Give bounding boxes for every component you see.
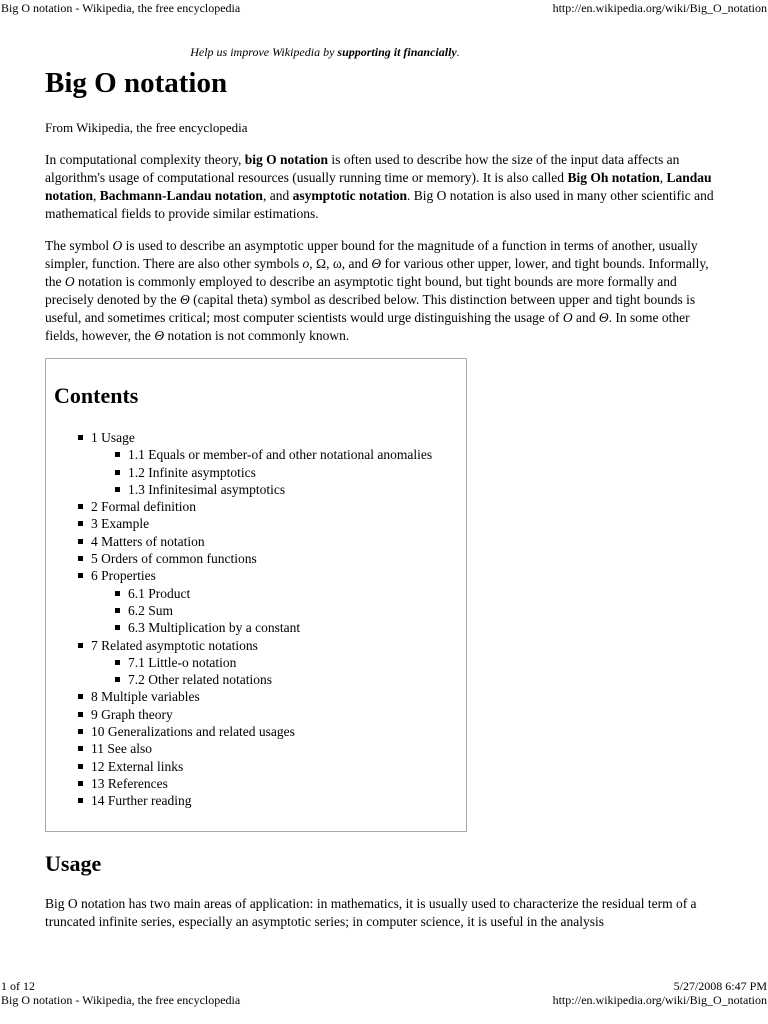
toc-item [54, 706, 432, 723]
bullet-icon [78, 798, 83, 803]
toc-subitem [91, 654, 432, 671]
toc-link[interactable]: 6 Properties [91, 568, 156, 584]
header-page-title: Big O notation - Wikipedia, the free encyclopedia [1, 1, 241, 15]
footer-page-count: 1 of 12 [1, 979, 35, 993]
toc-link[interactable]: 6.2 Sum [128, 602, 174, 618]
bullet-icon [78, 539, 83, 544]
term-big-o-notation: big O notation [244, 152, 328, 167]
toc-item [54, 740, 432, 757]
text: is often used to describe how the size of the input data affects an algorithm's usage of computational resources (usually running time or memory). It is also called [45, 152, 680, 185]
toc-subitem [91, 602, 432, 619]
toc-sublist [91, 585, 432, 637]
text: , Ω, ω, and [309, 256, 372, 271]
term-big-oh-notation: Big Oh notation [567, 170, 660, 185]
text: . Big O notation is also used in many other scientific and mathematical fields to provide similar estimations. [45, 188, 714, 221]
toc-subitem [91, 481, 432, 498]
toc-title: Contents [54, 383, 139, 408]
bullet-icon [78, 694, 83, 699]
text: , and [262, 188, 293, 203]
bullet-icon [78, 521, 83, 526]
text: for various other upper, lower, and tight bounds. Informally, the [45, 256, 709, 289]
toc-link[interactable]: 4 Matters of notation [91, 533, 205, 549]
symbol-theta: Θ [598, 310, 609, 325]
site-notice [45, 44, 605, 60]
text: and [572, 310, 599, 325]
toc-link[interactable]: 7 Related asymptotic notations [91, 637, 258, 653]
toc-link[interactable]: 12 External links [91, 758, 184, 774]
toc-link[interactable]: 14 Further reading [91, 793, 192, 809]
article-content [45, 44, 725, 345]
text: is used to describe an asymptotic upper bound for the magnitude of a function in terms of another, usually simpler, function. There are also other symbols [45, 238, 698, 271]
support-link[interactable]: supporting it financially [337, 45, 457, 59]
text: . In some other fields, however, the [45, 310, 690, 343]
toc-subitem [91, 585, 432, 602]
toc-item [54, 533, 432, 550]
text: In computational complexity theory, [45, 152, 245, 167]
toc-link[interactable]: 11 See also [91, 741, 152, 757]
toc-subitem [91, 619, 432, 636]
toc-link[interactable]: 6.3 Multiplication by a constant [128, 620, 301, 636]
toc-link[interactable]: 1.3 Infinitesimal asymptotics [128, 481, 286, 497]
site-notice-suffix: . [456, 45, 460, 59]
intro-paragraph-1 [45, 151, 725, 223]
toc-link[interactable]: 1.2 Infinite asymptotics [128, 464, 256, 480]
bullet-icon [115, 487, 120, 492]
toc-link[interactable]: 1.1 Equals or member-of and other notational anomalies [128, 447, 433, 463]
toc-sublist [91, 446, 432, 498]
symbol-theta: Θ [371, 256, 382, 271]
page-title: Big O notation [45, 67, 228, 99]
symbol-theta: Θ [154, 328, 165, 343]
toc-link[interactable]: 2 Formal definition [91, 499, 196, 515]
symbol-big-o: O [64, 274, 75, 289]
bullet-icon [78, 435, 83, 440]
footer-url[interactable]: http://en.wikipedia.org/wiki/Big_O_notation [552, 993, 767, 1007]
intro-paragraph-2 [45, 237, 725, 345]
toc-subitem [91, 446, 432, 463]
bullet-icon [78, 729, 83, 734]
bullet-icon [78, 781, 83, 786]
bullet-icon [78, 764, 83, 769]
toc-link[interactable]: 13 References [91, 775, 168, 791]
toc-link[interactable]: 7.2 Other related notations [128, 672, 272, 688]
toc-item [54, 637, 432, 689]
toc-link[interactable]: 6.1 Product [128, 585, 191, 601]
toc-item [54, 792, 432, 809]
toc-link[interactable]: 10 Generalizations and related usages [91, 724, 295, 740]
text: notation is commonly employed to describe an asymptotic tight bound, but tight bounds are more formally and precisely denoted by the [45, 274, 677, 307]
symbol-little-o: o [302, 256, 310, 271]
toc-item [54, 723, 432, 740]
toc-subitem [91, 464, 432, 481]
site-notice-prefix: Help us improve Wikipedia by [190, 45, 338, 59]
text: , [93, 188, 100, 203]
text: , [659, 170, 667, 185]
bullet-icon [115, 608, 120, 613]
bullet-icon [78, 504, 83, 509]
term-bachmann-landau-notation: Bachmann-Landau notation [99, 188, 263, 203]
toc-link[interactable]: 1 Usage [91, 430, 135, 445]
toc-link[interactable]: 3 Example [91, 516, 150, 532]
symbol-big-o: O [112, 238, 123, 253]
toc-item [54, 688, 432, 705]
bullet-icon [78, 556, 83, 561]
toc-sublist [91, 654, 432, 689]
header-url[interactable]: http://en.wikipedia.org/wiki/Big_O_notation [552, 1, 767, 15]
toc-item [54, 429, 432, 498]
toc-link[interactable]: 8 Multiple variables [91, 689, 200, 705]
bullet-icon [115, 452, 120, 457]
bullet-icon [78, 712, 83, 717]
text: (capital theta) symbol as described below. This distinction between upper and tight bounds is useful, and sometimes critical; most computer scientists would urge distinguishing the usage of [45, 292, 696, 325]
symbol-big-o: O [562, 310, 573, 325]
bullet-icon [78, 643, 83, 648]
footer-datetime: 5/27/2008 6:47 PM [673, 979, 767, 993]
site-sub: From Wikipedia, the free encyclopedia [45, 120, 248, 135]
text: The symbol [45, 238, 113, 253]
toc-item [54, 550, 432, 567]
bullet-icon [115, 677, 120, 682]
symbol-theta: Θ [179, 292, 190, 307]
bullet-icon [115, 625, 120, 630]
bullet-icon [78, 573, 83, 578]
bullet-icon [115, 660, 120, 665]
text: notation is not commonly known. [164, 328, 350, 343]
toc-link[interactable]: 7.1 Little-o notation [128, 654, 237, 670]
term-landau-notation: Landau notation [45, 170, 712, 203]
bullet-icon [115, 470, 120, 475]
usage-paragraph: Big O notation has two main areas of application: in mathematics, it is usually used to characterize the residual term of a truncated infinite series, especially an asymptotic series; in computer science, it is useful in the analysis [45, 896, 697, 929]
section-heading-usage: Usage [45, 851, 102, 876]
toc-item [54, 567, 432, 636]
toc-item [54, 775, 432, 792]
toc-link[interactable]: 9 Graph theory [91, 706, 173, 722]
toc-item [54, 758, 432, 775]
toc-list [54, 429, 432, 810]
toc-item [54, 515, 432, 532]
term-asymptotic-notation: asymptotic notation [292, 188, 407, 203]
toc-subitem [91, 671, 432, 688]
table-of-contents [45, 358, 467, 832]
toc-item [54, 498, 432, 515]
toc-link[interactable]: 5 Orders of common functions [91, 551, 257, 567]
bullet-icon [115, 591, 120, 596]
footer-page-title: Big O notation - Wikipedia, the free encyclopedia [1, 993, 241, 1007]
bullet-icon [78, 746, 83, 751]
